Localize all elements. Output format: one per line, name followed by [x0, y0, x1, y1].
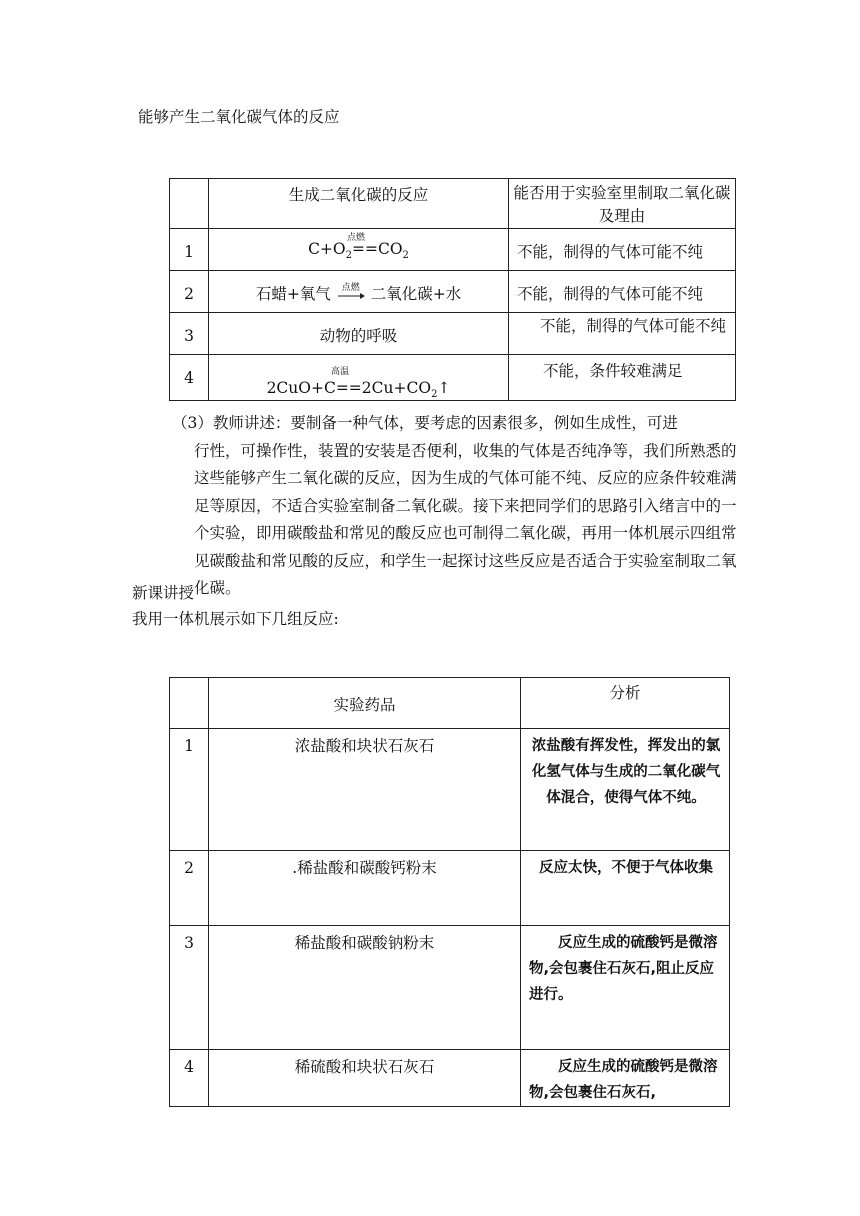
table-header-row	[170, 179, 736, 229]
drug-text: 浓盐酸和块状石灰石	[294, 737, 435, 755]
table-row	[170, 851, 730, 926]
answer-text: 不能，条件较难满足	[543, 362, 683, 380]
analysis-text: 浓盐酸有挥发性，挥发出的氯化氢气体与生成的二氧化碳气体混合，使得气体不纯。	[531, 738, 721, 806]
section-heading: 能够产生二氧化碳气体的反应	[138, 108, 340, 126]
row-number: 4	[184, 369, 194, 387]
row-number: 2	[184, 285, 194, 303]
reaction-condition: 高温	[331, 367, 350, 377]
row-number: 3	[184, 934, 194, 952]
answer-text: 不能，制得的气体可能不纯	[517, 243, 704, 261]
gas-arrow-icon: ↑	[437, 379, 451, 397]
header-cell-analysis: 分析	[609, 684, 641, 702]
table-row	[170, 355, 736, 401]
section-title: 新课讲授	[132, 584, 195, 602]
table-row	[170, 229, 736, 271]
co2-reactions-table	[169, 178, 736, 401]
intro-text: 我用一体机展示如下几组反应:	[132, 610, 339, 628]
row-number: 1	[184, 243, 194, 261]
analysis-text: 反应太快，不便于气体收集	[539, 860, 713, 876]
analysis-text: 反应生成的硫酸钙是微溶物,会包裹住石灰石,阻止反应进行。	[529, 935, 718, 1003]
analysis-text: 反应生成的硫酸钙是微溶物,会包裹住石灰石,	[529, 1059, 718, 1101]
row-number: 2	[184, 859, 194, 877]
row-number: 3	[184, 327, 194, 345]
table-row	[170, 926, 730, 1050]
table-row	[170, 313, 736, 355]
condition-arrow: 点燃	[336, 288, 366, 302]
reaction-equation: 高温 $2CuO+C==2Cu+CO_2↑$	[209, 355, 508, 400]
row-number: 1	[184, 737, 194, 755]
drug-text: 稀硫酸和块状石灰石	[294, 1058, 435, 1076]
drug-text: .稀盐酸和碳酸钙粉末	[292, 859, 437, 877]
reaction-text: 动物的呼吸	[319, 327, 398, 345]
row-number: 4	[184, 1058, 194, 1076]
table-row	[170, 729, 730, 851]
reaction-equation: 石蜡+氧气 点燃 二氧化碳+水	[255, 283, 462, 303]
header-cell-num	[170, 179, 209, 229]
table-row	[170, 1050, 730, 1107]
answer-text: 不能，制得的气体可能不纯	[540, 317, 727, 335]
header-cell-reaction: 生成二氧化碳的反应	[209, 179, 509, 229]
teacher-explanation	[172, 410, 742, 603]
header-cell-drug: 实验药品	[333, 696, 396, 714]
answer-text: 不能，制得的气体可能不纯	[517, 285, 704, 303]
table-header-row	[170, 678, 730, 729]
paragraph-body: 行性，可操作性，装置的安装是否便利，收集的气体是否纯净等，我们所熟悉的这些能够产生二氧化碳的反应，因为生成的气体可能不纯、反应的应条件较难满足等原因，不适合实验室制备二氧化碳。接下来把同学们的思路引入绪言中的一个实验，即用碳酸盐和常见的酸反应也可制得二氧化碳，再用一体机展示四组常见碳酸盐和常见酸的反应，和学生一起探讨这些反应是否适合于实验室制取二氧化碳。	[194, 441, 737, 597]
header-cell-answer: 能否用于实验室里制取二氧化碳及理由	[509, 179, 736, 229]
drug-text: 稀盐酸和碳酸钠粉末	[294, 934, 435, 952]
paragraph-line: （3）教师讲述：要制备一种气体，要考虑的因素很多，例如生成性，可进	[172, 414, 678, 432]
experiment-table	[169, 677, 730, 1107]
reaction-condition: 点燃	[347, 233, 366, 243]
reaction-equation: 点燃 $C+O_2==CO_2$	[209, 229, 508, 261]
table-row	[170, 271, 736, 313]
